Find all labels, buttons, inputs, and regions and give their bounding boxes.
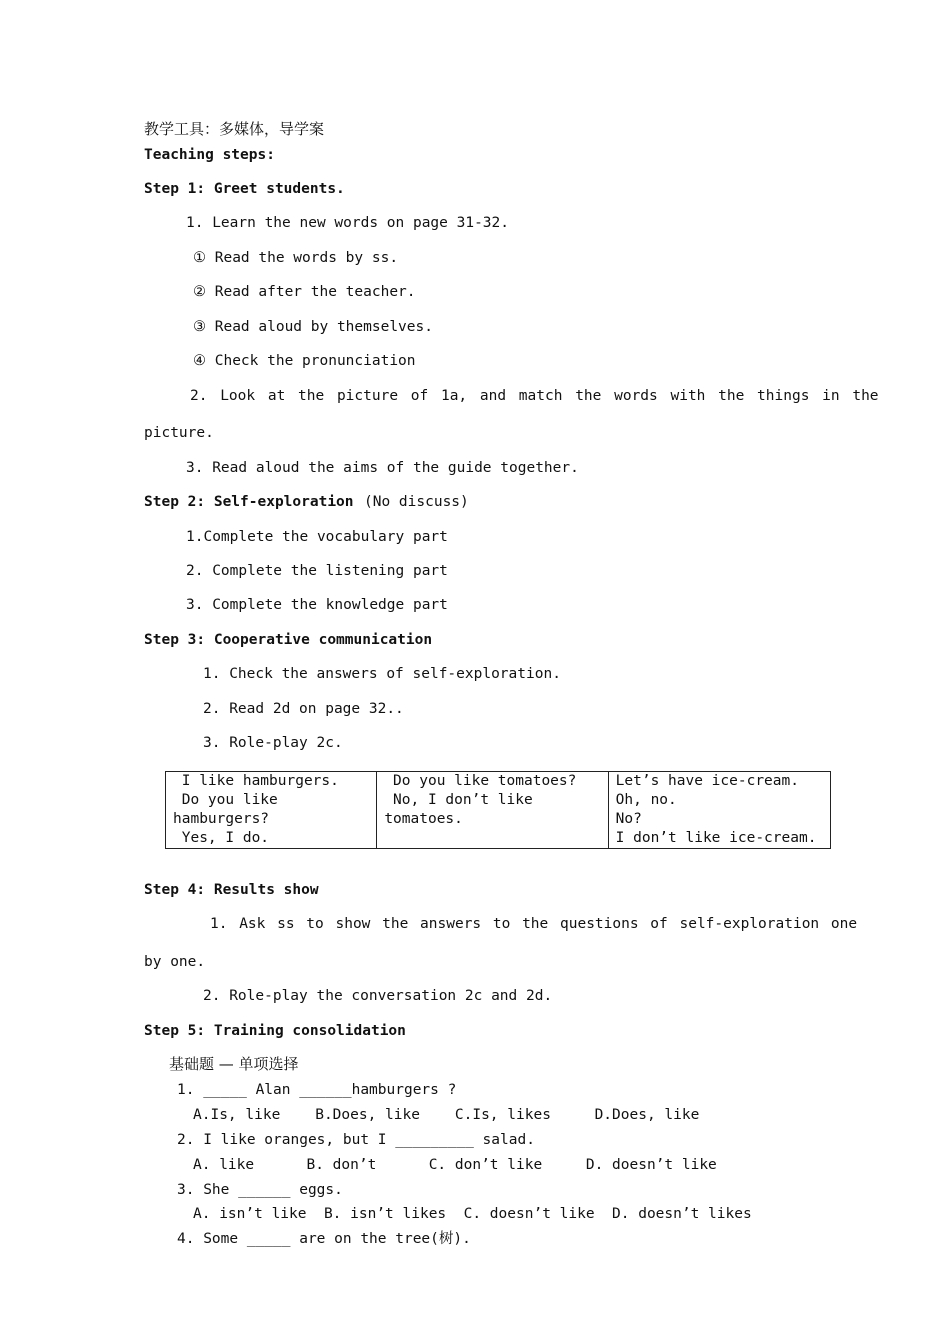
question-1: 1. _____ Alan ______hamburgers ? xyxy=(177,1082,457,1098)
dialogue-line: tomatoes. xyxy=(384,811,463,827)
step3-item-3: 3. Role-play 2c. xyxy=(203,735,343,751)
dialogue-cell-3 xyxy=(608,772,830,849)
teaching-steps-heading: Teaching steps: xyxy=(144,147,275,163)
dialogue-line: No, I don’t like xyxy=(384,792,533,808)
step1-item-2-continued: picture. xyxy=(144,425,214,441)
step2-item-3: 3. Complete the knowledge part xyxy=(186,597,448,613)
dialogue-line: Do you like tomatoes? xyxy=(384,773,577,789)
dialogue-line: Oh, no. xyxy=(615,792,677,808)
step4-item-1: 1. Ask ss to show the answers to the questions of self-exploration one xyxy=(210,916,858,932)
step1-subitem-3: ③ Read aloud by themselves. xyxy=(193,319,433,335)
step4-item-2: 2. Role-play the conversation 2c and 2d. xyxy=(203,988,553,1004)
question-3: 3. She ______ eggs. xyxy=(177,1182,343,1198)
dialogue-line: Do you like xyxy=(173,792,278,808)
dialogue-line: hamburgers? xyxy=(173,811,270,827)
step1-subitem-4: ④ Check the pronunciation xyxy=(193,353,416,369)
step4-item-1-continued: by one. xyxy=(144,954,206,970)
step2-item-2: 2. Complete the listening part xyxy=(186,563,448,579)
step4-heading: Step 4: Results show xyxy=(144,882,319,898)
question-3-options: A. isn’t like B. isn’t likes C. doesn’t like D. doesn’t likes xyxy=(193,1206,752,1222)
dialogue-cell-1 xyxy=(166,772,377,849)
step3-item-2: 2. Read 2d on page 32.. xyxy=(203,701,404,717)
step2-note: (No discuss) xyxy=(364,494,469,510)
dialogue-line: No? xyxy=(615,811,642,827)
step1-item-2: 2. Look at the picture of 1a, and match the words with the things in the xyxy=(190,388,879,404)
step3-heading: Step 3: Cooperative communication xyxy=(144,632,433,648)
step5-heading: Step 5: Training consolidation xyxy=(144,1023,406,1039)
dialogue-line: I like hamburgers. xyxy=(173,773,339,789)
exercise-section-title: 基础题 — 单项选择 xyxy=(169,1055,299,1073)
dialogue-line: Yes, I do. xyxy=(173,830,270,846)
step1-heading: Step 1: Greet students. xyxy=(144,181,345,197)
table-row xyxy=(166,772,831,849)
question-1-options: A.Is, like B.Does, like C.Is, likes D.Does, like xyxy=(193,1107,700,1123)
step1-item-3: 3. Read aloud the aims of the guide together. xyxy=(186,460,579,476)
teaching-tools-line: 教学工具：多媒体，导学案 xyxy=(144,120,325,138)
step2-item-1: 1.Complete the vocabulary part xyxy=(186,529,448,545)
dialogue-line: I don’t like ice-cream. xyxy=(615,830,817,846)
step2-heading: Step 2: Self-exploration xyxy=(144,494,354,510)
dialogue-table xyxy=(165,771,831,849)
question-2: 2. I like oranges, but I _________ salad. xyxy=(177,1132,535,1148)
question-2-options: A. like B. don’t C. don’t like D. doesn’t like xyxy=(193,1157,717,1173)
step1-subitem-1: ① Read the words by ss. xyxy=(193,250,399,266)
dialogue-line: Let’s have ice-cream. xyxy=(615,773,799,789)
step3-item-1: 1. Check the answers of self-exploration. xyxy=(203,666,561,682)
dialogue-cell-2 xyxy=(377,772,608,849)
step1-item-1: 1. Learn the new words on page 31-32. xyxy=(186,215,510,231)
question-4: 4. Some _____ are on the tree(树). xyxy=(177,1231,471,1247)
step1-subitem-2: ② Read after the teacher. xyxy=(193,284,416,300)
